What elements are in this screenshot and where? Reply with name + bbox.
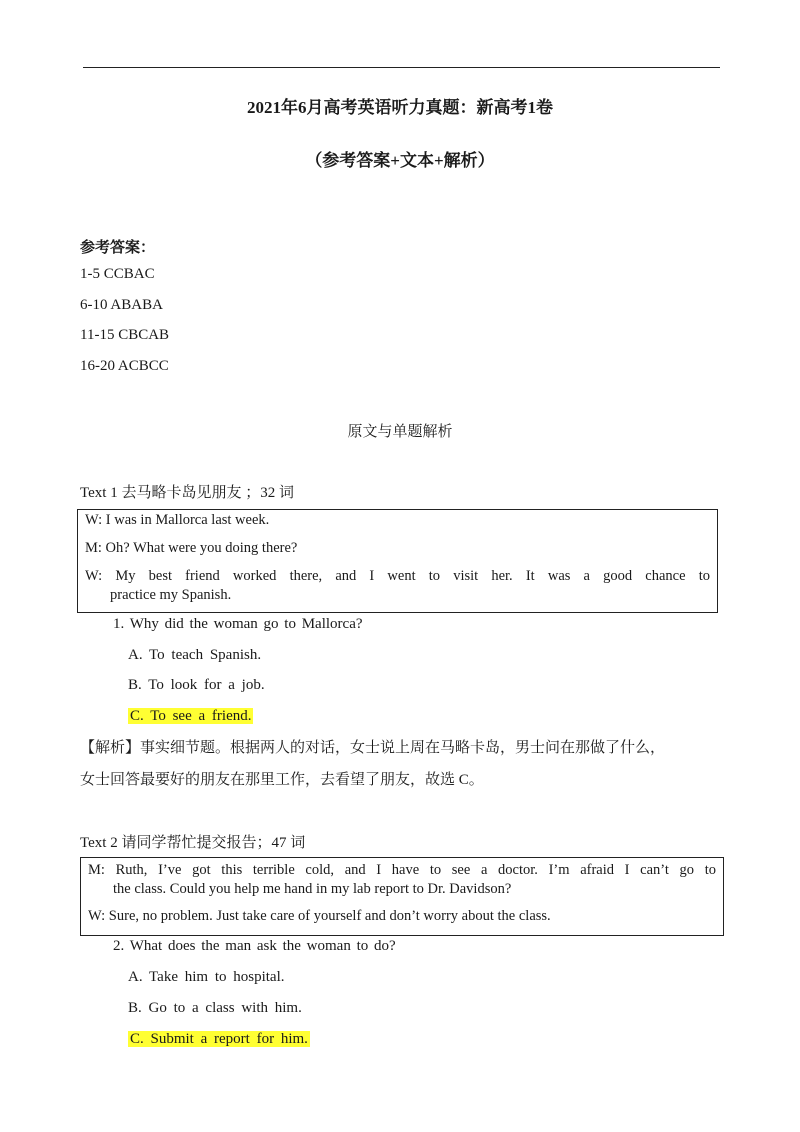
answer-highlight: C. Submit a report for him. — [130, 1031, 308, 1047]
question: 2. What does the man ask the woman to do? — [113, 938, 396, 954]
transcript-line: the class. Could you help me hand in my lab report to Dr. Davidson? — [113, 881, 512, 897]
answer-group: 1-5 CCBAC — [80, 266, 155, 282]
text2-heading: Text 2 请同学帮忙提交报告；47 词 — [80, 835, 306, 851]
transcript-line: W: Sure, no problem. Just take care of yourself and don’t worry about the class. — [88, 908, 551, 924]
answer-group: 11-15 CBCAB — [80, 327, 170, 343]
option-correct — [128, 1031, 310, 1048]
transcript-line — [88, 862, 716, 879]
transcript-line: practice my Spanish. — [110, 587, 232, 603]
analysis-line: 【解析】事实细节题。根据两人的对话，女士说上周在马略卡岛，男士问在那做了什么， — [80, 740, 666, 756]
answer-group: 16-20 ACBCC — [80, 358, 169, 374]
text1-transcript-box — [77, 509, 718, 613]
page-title: 2021年6月高考英语听力真题：新高考1卷 — [247, 98, 553, 117]
option-correct — [128, 708, 253, 725]
text2-transcript-box — [80, 857, 724, 936]
analysis — [80, 732, 720, 796]
transcript-line-text: W: My best friend worked there, and I went to visit her. It was a good chance to — [85, 568, 710, 584]
transcript-line-text: M: Ruth, I’ve got this terrible cold, and I have to see a doctor. I’m afraid I can’t go to — [88, 862, 716, 878]
option: A. To teach Spanish. — [128, 647, 262, 663]
section-title: 原文与单题解析 — [347, 424, 453, 440]
answer-highlight: C. To see a friend. — [130, 708, 252, 724]
transcript-line: M: Oh? What were you doing there? — [85, 540, 298, 556]
option: B. Go to a class with him. — [128, 1000, 302, 1016]
option: A. Take him to hospital. — [128, 969, 285, 985]
question: 1. Why did the woman go to Mallorca? — [113, 616, 363, 632]
text1-heading: Text 1 去马略卡岛见朋友 ；32 词 — [80, 485, 294, 501]
transcript-line — [85, 568, 710, 585]
top-rule — [83, 67, 720, 68]
page-subtitle: （参考答案+文本+解析） — [305, 151, 495, 170]
option: B. To look for a job. — [128, 677, 265, 693]
answers-label: 参考答案： — [80, 240, 156, 256]
answer-group: 6-10 ABABA — [80, 297, 163, 313]
analysis-line: 女士回答最要好的朋友在那里工作，去看望了朋友，故选 C。 — [80, 772, 484, 788]
transcript-line: W: I was in Mallorca last week. — [85, 512, 270, 528]
